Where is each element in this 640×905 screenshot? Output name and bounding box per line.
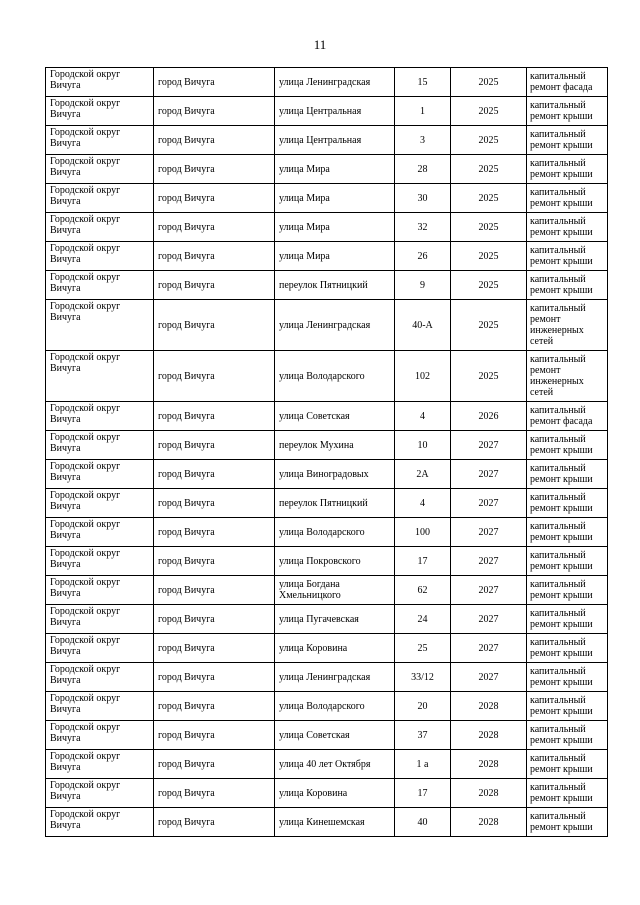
table-row <box>46 692 608 721</box>
house-number-cell: 10 <box>395 431 451 460</box>
district-cell: Городской округ Вичуга <box>46 692 154 721</box>
house-number-cell: 15 <box>395 68 451 97</box>
house-number-cell: 4 <box>395 402 451 431</box>
work-type-cell: капитальный ремонт крыши <box>527 750 608 779</box>
district-cell: Городской округ Вичуга <box>46 68 154 97</box>
table-row <box>46 518 608 547</box>
year-cell: 2027 <box>451 460 527 489</box>
district-cell: Городской округ Вичуга <box>46 663 154 692</box>
city-cell: город Вичуга <box>154 605 275 634</box>
table-row <box>46 779 608 808</box>
street-cell: улица 40 лет Октября <box>275 750 395 779</box>
district-cell: Городской округ Вичуга <box>46 402 154 431</box>
street-cell: улица Мира <box>275 242 395 271</box>
house-number-cell: 102 <box>395 351 451 402</box>
house-number-cell: 1 а <box>395 750 451 779</box>
district-cell: Городской округ Вичуга <box>46 155 154 184</box>
city-cell: город Вичуга <box>154 402 275 431</box>
house-number-cell: 26 <box>395 242 451 271</box>
work-type-cell: капитальный ремонт инженерных сетей <box>527 351 608 402</box>
year-cell: 2027 <box>451 489 527 518</box>
city-cell: город Вичуга <box>154 213 275 242</box>
street-cell: улица Центральная <box>275 126 395 155</box>
district-cell: Городской округ Вичуга <box>46 351 154 402</box>
street-cell: улица Виноградовых <box>275 460 395 489</box>
work-type-cell: капитальный ремонт крыши <box>527 576 608 605</box>
table-row <box>46 184 608 213</box>
street-cell: переулок Пятницкий <box>275 489 395 518</box>
year-cell: 2025 <box>451 155 527 184</box>
district-cell: Городской округ Вичуга <box>46 808 154 837</box>
district-cell: Городской округ Вичуга <box>46 518 154 547</box>
house-number-cell: 24 <box>395 605 451 634</box>
city-cell: город Вичуга <box>154 242 275 271</box>
city-cell: город Вичуга <box>154 634 275 663</box>
table-row <box>46 547 608 576</box>
city-cell: город Вичуга <box>154 68 275 97</box>
district-cell: Городской округ Вичуга <box>46 213 154 242</box>
city-cell: город Вичуга <box>154 155 275 184</box>
year-cell: 2025 <box>451 184 527 213</box>
street-cell: улица Советская <box>275 402 395 431</box>
work-type-cell: капитальный ремонт крыши <box>527 663 608 692</box>
work-type-cell: капитальный ремонт фасада <box>527 68 608 97</box>
street-cell: улица Кинешемская <box>275 808 395 837</box>
work-type-cell: капитальный ремонт крыши <box>527 692 608 721</box>
house-number-cell: 4 <box>395 489 451 518</box>
house-number-cell: 20 <box>395 692 451 721</box>
year-cell: 2028 <box>451 721 527 750</box>
house-number-cell: 32 <box>395 213 451 242</box>
district-cell: Городской округ Вичуга <box>46 547 154 576</box>
street-cell: улица Володарского <box>275 692 395 721</box>
year-cell: 2027 <box>451 547 527 576</box>
house-number-cell: 28 <box>395 155 451 184</box>
city-cell: город Вичуга <box>154 460 275 489</box>
city-cell: город Вичуга <box>154 721 275 750</box>
work-type-cell: капитальный ремонт крыши <box>527 634 608 663</box>
work-type-cell: капитальный ремонт крыши <box>527 184 608 213</box>
year-cell: 2025 <box>451 271 527 300</box>
street-cell: улица Мира <box>275 155 395 184</box>
street-cell: улица Коровина <box>275 634 395 663</box>
city-cell: город Вичуга <box>154 489 275 518</box>
city-cell: город Вичуга <box>154 518 275 547</box>
city-cell: город Вичуга <box>154 576 275 605</box>
city-cell: город Вичуга <box>154 808 275 837</box>
house-number-cell: 17 <box>395 779 451 808</box>
district-cell: Городской округ Вичуга <box>46 431 154 460</box>
work-type-cell: капитальный ремонт крыши <box>527 721 608 750</box>
year-cell: 2028 <box>451 692 527 721</box>
work-type-cell: капитальный ремонт крыши <box>527 126 608 155</box>
work-type-cell: капитальный ремонт крыши <box>527 518 608 547</box>
table-row <box>46 213 608 242</box>
work-type-cell: капитальный ремонт крыши <box>527 431 608 460</box>
year-cell: 2027 <box>451 634 527 663</box>
district-cell: Городской округ Вичуга <box>46 242 154 271</box>
street-cell: улица Ленинградская <box>275 68 395 97</box>
house-number-cell: 37 <box>395 721 451 750</box>
year-cell: 2028 <box>451 808 527 837</box>
district-cell: Городской округ Вичуга <box>46 489 154 518</box>
city-cell: город Вичуга <box>154 300 275 351</box>
year-cell: 2025 <box>451 97 527 126</box>
street-cell: переулок Мухина <box>275 431 395 460</box>
table-row <box>46 808 608 837</box>
house-number-cell: 40 <box>395 808 451 837</box>
table-row <box>46 489 608 518</box>
table-row <box>46 68 608 97</box>
house-number-cell: 17 <box>395 547 451 576</box>
work-type-cell: капитальный ремонт фасада <box>527 402 608 431</box>
city-cell: город Вичуга <box>154 126 275 155</box>
street-cell: улица Володарского <box>275 351 395 402</box>
street-cell: улица Пугачевская <box>275 605 395 634</box>
street-cell: улица Советская <box>275 721 395 750</box>
street-cell: улица Коровина <box>275 779 395 808</box>
work-type-cell: капитальный ремонт крыши <box>527 155 608 184</box>
table-row <box>46 721 608 750</box>
district-cell: Городской округ Вичуга <box>46 750 154 779</box>
city-cell: город Вичуга <box>154 184 275 213</box>
district-cell: Городской округ Вичуга <box>46 271 154 300</box>
work-type-cell: капитальный ремонт крыши <box>527 779 608 808</box>
city-cell: город Вичуга <box>154 351 275 402</box>
city-cell: город Вичуга <box>154 431 275 460</box>
house-number-cell: 33/12 <box>395 663 451 692</box>
house-number-cell: 2А <box>395 460 451 489</box>
year-cell: 2025 <box>451 351 527 402</box>
table-row <box>46 242 608 271</box>
year-cell: 2025 <box>451 213 527 242</box>
street-cell: улица Богдана Хмельницкого <box>275 576 395 605</box>
table-row <box>46 126 608 155</box>
city-cell: город Вичуга <box>154 547 275 576</box>
district-cell: Городской округ Вичуга <box>46 634 154 663</box>
year-cell: 2027 <box>451 576 527 605</box>
table-row <box>46 663 608 692</box>
work-type-cell: капитальный ремонт крыши <box>527 808 608 837</box>
year-cell: 2028 <box>451 750 527 779</box>
district-cell: Городской округ Вичуга <box>46 779 154 808</box>
table-row <box>46 402 608 431</box>
city-cell: город Вичуга <box>154 97 275 126</box>
house-number-cell: 30 <box>395 184 451 213</box>
year-cell: 2025 <box>451 126 527 155</box>
district-cell: Городской округ Вичуга <box>46 605 154 634</box>
city-cell: город Вичуга <box>154 663 275 692</box>
street-cell: улица Мира <box>275 213 395 242</box>
year-cell: 2025 <box>451 300 527 351</box>
table-row <box>46 271 608 300</box>
year-cell: 2026 <box>451 402 527 431</box>
district-cell: Городской округ Вичуга <box>46 184 154 213</box>
work-type-cell: капитальный ремонт крыши <box>527 460 608 489</box>
street-cell: переулок Пятницкий <box>275 271 395 300</box>
year-cell: 2027 <box>451 431 527 460</box>
street-cell: улица Ленинградская <box>275 300 395 351</box>
table-row <box>46 460 608 489</box>
work-type-cell: капитальный ремонт крыши <box>527 489 608 518</box>
table-row <box>46 431 608 460</box>
repair-schedule-table <box>45 67 608 837</box>
work-type-cell: капитальный ремонт крыши <box>527 271 608 300</box>
work-type-cell: капитальный ремонт инженерных сетей <box>527 300 608 351</box>
work-type-cell: капитальный ремонт крыши <box>527 547 608 576</box>
house-number-cell: 1 <box>395 97 451 126</box>
table-row <box>46 351 608 402</box>
year-cell: 2028 <box>451 779 527 808</box>
table-row <box>46 576 608 605</box>
district-cell: Городской округ Вичуга <box>46 126 154 155</box>
house-number-cell: 62 <box>395 576 451 605</box>
district-cell: Городской округ Вичуга <box>46 460 154 489</box>
house-number-cell: 40-А <box>395 300 451 351</box>
year-cell: 2027 <box>451 518 527 547</box>
table-row <box>46 750 608 779</box>
district-cell: Городской округ Вичуга <box>46 300 154 351</box>
street-cell: улица Мира <box>275 184 395 213</box>
street-cell: улица Ленинградская <box>275 663 395 692</box>
work-type-cell: капитальный ремонт крыши <box>527 213 608 242</box>
house-number-cell: 9 <box>395 271 451 300</box>
district-cell: Городской округ Вичуга <box>46 721 154 750</box>
year-cell: 2025 <box>451 68 527 97</box>
house-number-cell: 3 <box>395 126 451 155</box>
district-cell: Городской округ Вичуга <box>46 97 154 126</box>
work-type-cell: капитальный ремонт крыши <box>527 605 608 634</box>
street-cell: улица Центральная <box>275 97 395 126</box>
year-cell: 2027 <box>451 663 527 692</box>
city-cell: город Вичуга <box>154 692 275 721</box>
year-cell: 2027 <box>451 605 527 634</box>
street-cell: улица Володарского <box>275 518 395 547</box>
street-cell: улица Покровского <box>275 547 395 576</box>
city-cell: город Вичуга <box>154 750 275 779</box>
table-row <box>46 155 608 184</box>
table-row <box>46 634 608 663</box>
table-row <box>46 605 608 634</box>
work-type-cell: капитальный ремонт крыши <box>527 97 608 126</box>
district-cell: Городской округ Вичуга <box>46 576 154 605</box>
city-cell: город Вичуга <box>154 779 275 808</box>
table-row <box>46 300 608 351</box>
city-cell: город Вичуга <box>154 271 275 300</box>
page-number: 11 <box>313 37 327 52</box>
house-number-cell: 100 <box>395 518 451 547</box>
year-cell: 2025 <box>451 242 527 271</box>
house-number-cell: 25 <box>395 634 451 663</box>
table-row <box>46 97 608 126</box>
work-type-cell: капитальный ремонт крыши <box>527 242 608 271</box>
